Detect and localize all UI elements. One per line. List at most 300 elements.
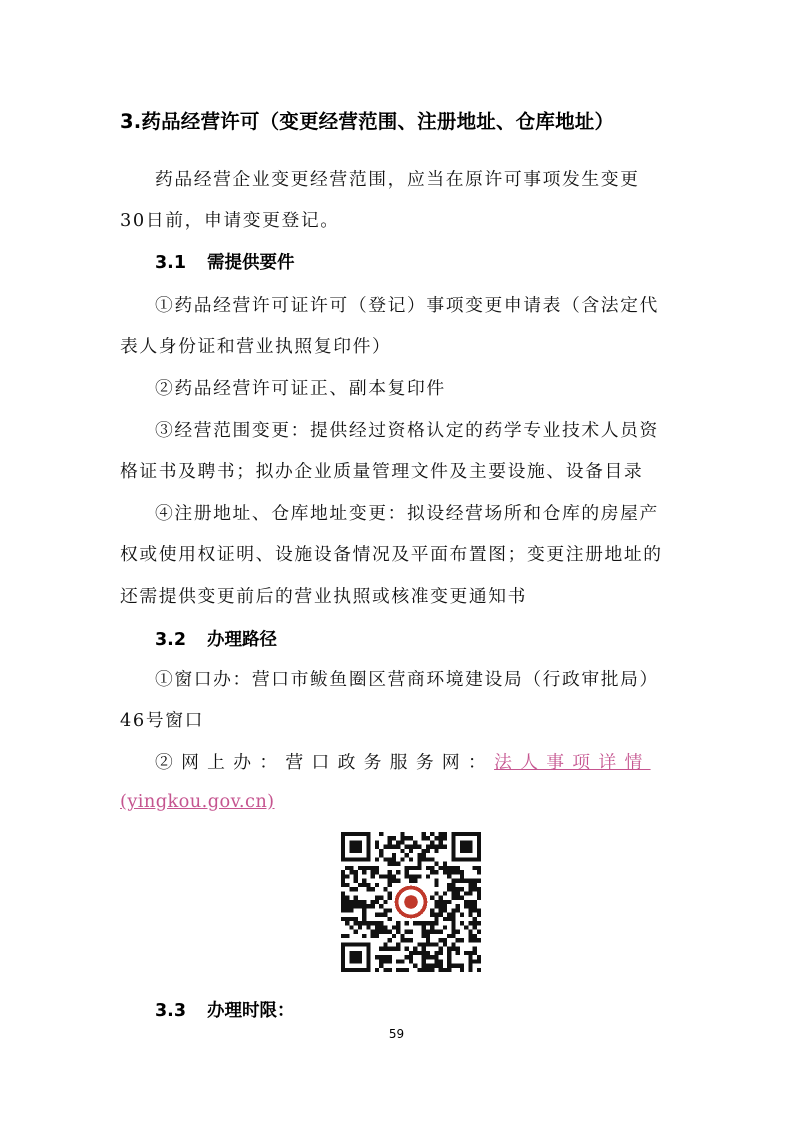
qr-module — [349, 908, 353, 912]
qr-module — [477, 955, 481, 959]
qr-module — [371, 866, 375, 870]
qr-module — [468, 887, 472, 891]
qr-module — [409, 959, 413, 963]
qr-module — [379, 904, 383, 908]
qr-module — [388, 930, 392, 934]
qr-module — [426, 964, 430, 968]
qr-module — [358, 900, 362, 904]
qr-module — [443, 836, 447, 840]
qr-module — [473, 879, 477, 883]
qr-module — [371, 934, 375, 938]
qr-module — [396, 925, 400, 929]
qr-module — [400, 857, 404, 861]
qr-module — [354, 887, 358, 891]
qr-module — [439, 904, 443, 908]
qr-module — [434, 964, 438, 968]
qr-module — [400, 836, 404, 840]
qr-module — [409, 955, 413, 959]
qr-module — [477, 891, 481, 895]
qr-module — [354, 904, 358, 908]
qr-module — [426, 836, 430, 840]
qr-module — [468, 900, 472, 904]
qr-module — [426, 938, 430, 942]
qr-module — [477, 870, 481, 874]
qr-module — [451, 891, 455, 895]
qr-module — [362, 866, 366, 870]
qr-module — [451, 921, 455, 925]
qr-module — [388, 947, 392, 951]
qr-module — [392, 879, 396, 883]
qr-module — [477, 896, 481, 900]
qr-module — [366, 921, 370, 925]
qr-module — [388, 968, 392, 972]
qr-module — [341, 900, 345, 904]
requirement-1-line-2: 表人身份证和营业执照复印件） — [120, 336, 392, 357]
qr-module — [451, 913, 455, 917]
online-path-prefix: ②网上办：营口政务服务网： — [155, 752, 495, 773]
qr-module — [443, 870, 447, 874]
qr-module — [456, 879, 460, 883]
qr-module — [434, 891, 438, 895]
qr-module — [375, 913, 379, 917]
qr-module — [434, 879, 438, 883]
qr-module — [345, 896, 349, 900]
qr-module — [443, 938, 447, 942]
qr-module — [400, 832, 404, 836]
requirement-2-line-1: ②药品经营许可证正、副本复印件 — [155, 378, 446, 399]
qr-module — [362, 870, 366, 874]
qr-module — [417, 853, 421, 857]
qr-module — [447, 959, 451, 963]
section-heading-3-1 — [155, 249, 295, 274]
qr-module — [456, 930, 460, 934]
qr-module — [422, 925, 426, 929]
qr-module — [388, 845, 392, 849]
qr-module — [409, 938, 413, 942]
qr-module — [468, 968, 472, 972]
qr-module — [473, 934, 477, 938]
qr-module — [354, 900, 358, 904]
qr-module — [451, 930, 455, 934]
qr-module — [400, 934, 404, 938]
qr-module — [477, 921, 481, 925]
intro-line-2: 30日前，申请变更登记。 — [120, 210, 340, 231]
qr-module — [473, 925, 477, 929]
qr-module — [379, 925, 383, 929]
qr-module — [371, 870, 375, 874]
qr-module — [439, 845, 443, 849]
qr-module — [388, 870, 392, 874]
qr-module — [400, 938, 404, 942]
qr-module — [413, 947, 417, 951]
qr-module — [468, 964, 472, 968]
qr-module — [430, 840, 434, 844]
qr-module — [409, 845, 413, 849]
qr-module — [396, 879, 400, 883]
qr-module — [375, 921, 379, 925]
qr-module — [366, 904, 370, 908]
qr-module — [379, 849, 383, 853]
qr-module — [430, 913, 434, 917]
qr-module — [392, 925, 396, 929]
qr-module — [447, 866, 451, 870]
qr-module — [422, 853, 426, 857]
qr-module — [443, 866, 447, 870]
section-number: 3.1 — [155, 253, 187, 273]
qr-module — [417, 857, 421, 861]
qr-module — [371, 930, 375, 934]
qr-module — [371, 921, 375, 925]
qr-module — [358, 883, 362, 887]
qr-logo-center — [404, 895, 418, 909]
qr-module — [388, 857, 392, 861]
qr-module — [417, 921, 421, 925]
qr-module — [396, 921, 400, 925]
qr-module — [417, 862, 421, 866]
qr-module — [434, 904, 438, 908]
qr-module — [477, 959, 481, 963]
qr-module — [430, 968, 434, 972]
qr-module — [422, 934, 426, 938]
qr-module — [451, 925, 455, 929]
qr-module — [477, 930, 481, 934]
section-label: 需提供要件 — [207, 253, 295, 273]
qr-module — [443, 917, 447, 921]
qr-module — [426, 866, 430, 870]
qr-module — [447, 917, 451, 921]
qr-module — [430, 955, 434, 959]
qr-module — [477, 913, 481, 917]
requirement-4-line-3: 还需提供变更前后的营业执照或核准变更通知书 — [120, 586, 528, 607]
qr-module — [443, 845, 447, 849]
qr-module — [396, 862, 400, 866]
qr-module — [405, 836, 409, 840]
qr-module — [379, 913, 383, 917]
qr-module — [358, 921, 362, 925]
qr-module — [468, 921, 472, 925]
qr-module — [430, 908, 434, 912]
qr-module — [434, 921, 438, 925]
qr-module — [434, 951, 438, 955]
qr-module — [468, 904, 472, 908]
qr-module — [451, 887, 455, 891]
qr-module — [345, 866, 349, 870]
qr-module — [371, 887, 375, 891]
qr-module — [439, 951, 443, 955]
qr-module — [362, 917, 366, 921]
qr-finder-inner — [460, 840, 473, 853]
qr-module — [456, 908, 460, 912]
requirement-4-line-2: 权或使用权证明、设施设备情况及平面布置图；变更注册地址的 — [120, 544, 663, 565]
qr-module — [439, 900, 443, 904]
qr-finder-inner — [349, 840, 362, 853]
qr-module — [379, 959, 383, 963]
qr-module — [468, 879, 472, 883]
qr-module — [468, 934, 472, 938]
qr-module — [422, 968, 426, 972]
qr-module — [473, 947, 477, 951]
qr-module — [417, 968, 421, 972]
qr-module — [388, 879, 392, 883]
qr-module — [468, 883, 472, 887]
qr-module — [451, 883, 455, 887]
qr-module — [439, 968, 443, 972]
qr-module — [430, 870, 434, 874]
qr-module — [443, 942, 447, 946]
qr-module — [477, 866, 481, 870]
qr-module — [362, 908, 366, 912]
qr-module — [468, 908, 472, 912]
qr-module — [439, 840, 443, 844]
qr-module — [439, 832, 443, 836]
qr-module — [447, 900, 451, 904]
qr-module — [354, 879, 358, 883]
qr-module — [349, 866, 353, 870]
qr-module — [375, 896, 379, 900]
qr-module — [413, 879, 417, 883]
qr-module — [430, 866, 434, 870]
qr-module — [468, 959, 472, 963]
qr-module — [434, 836, 438, 840]
qr-module — [417, 951, 421, 955]
qr-module — [430, 857, 434, 861]
qr-module — [477, 887, 481, 891]
qr-module — [443, 891, 447, 895]
qr-module — [464, 925, 468, 929]
qr-module — [366, 866, 370, 870]
qr-module — [439, 964, 443, 968]
qr-module — [383, 968, 387, 972]
qr-module — [375, 857, 379, 861]
qr-module — [422, 947, 426, 951]
qr-module — [443, 862, 447, 866]
qr-module — [409, 866, 413, 870]
qr-module — [383, 930, 387, 934]
qr-module — [439, 947, 443, 951]
qr-module — [477, 879, 481, 883]
requirement-3-line-2: 格证书及聘书；拟办企业质量管理文件及主要设施、设备目录 — [120, 461, 644, 482]
qr-module — [439, 896, 443, 900]
qr-module — [434, 845, 438, 849]
qr-module — [460, 921, 464, 925]
qr-module — [405, 874, 409, 878]
qr-module — [451, 934, 455, 938]
qr-module — [379, 853, 383, 857]
page-number: 59 — [388, 1027, 405, 1041]
qr-module — [439, 836, 443, 840]
qr-module — [349, 887, 353, 891]
qr-module — [383, 900, 387, 904]
qr-module — [362, 900, 366, 904]
qr-module — [460, 879, 464, 883]
qr-module — [430, 845, 434, 849]
qr-module — [349, 870, 353, 874]
qr-module — [464, 900, 468, 904]
qr-module — [426, 921, 430, 925]
qr-module — [443, 900, 447, 904]
qr-module — [341, 870, 345, 874]
qr-module — [392, 947, 396, 951]
qr-module — [468, 955, 472, 959]
qr-module — [439, 908, 443, 912]
qr-module — [434, 849, 438, 853]
qr-module — [460, 913, 464, 917]
online-path-line-1 — [155, 749, 651, 774]
qr-module — [366, 887, 370, 891]
qr-module — [460, 938, 464, 942]
qr-module — [379, 874, 383, 878]
qr-module — [456, 866, 460, 870]
qr-module — [451, 896, 455, 900]
qr-module — [392, 857, 396, 861]
qr-module — [447, 964, 451, 968]
qr-module — [341, 904, 345, 908]
qr-module — [473, 959, 477, 963]
qr-module — [375, 934, 379, 938]
qr-module — [383, 913, 387, 917]
qr-module — [456, 870, 460, 874]
qr-module — [426, 849, 430, 853]
qr-module — [345, 917, 349, 921]
section-label: 办理路径 — [207, 630, 277, 650]
qr-module — [451, 866, 455, 870]
qr-module — [388, 891, 392, 895]
qr-module — [430, 832, 434, 836]
qr-module — [422, 857, 426, 861]
qr-module — [383, 908, 387, 912]
qr-module — [451, 908, 455, 912]
qr-module — [422, 942, 426, 946]
qr-module — [426, 845, 430, 849]
qr-module — [362, 879, 366, 883]
qr-module — [439, 938, 443, 942]
qr-module — [375, 870, 379, 874]
qr-module — [451, 947, 455, 951]
qr-module — [383, 845, 387, 849]
page-title: 3.药品经营许可（变更经营范围、注册地址、仓库地址） — [120, 110, 615, 133]
qr-module — [405, 921, 409, 925]
qr-module — [456, 896, 460, 900]
qr-module — [379, 921, 383, 925]
qr-module — [447, 951, 451, 955]
qr-module — [409, 857, 413, 861]
qr-module — [383, 857, 387, 861]
qr-module — [358, 904, 362, 908]
qr-module — [409, 849, 413, 853]
qr-module — [375, 866, 379, 870]
qr-module — [354, 874, 358, 878]
requirement-4-line-1: ④注册地址、仓库地址变更：拟设经营场所和仓库的房屋产 — [155, 503, 659, 524]
qr-module — [434, 862, 438, 866]
qr-module — [392, 862, 396, 866]
qr-module — [400, 959, 404, 963]
qr-module — [383, 874, 387, 878]
qr-module — [392, 874, 396, 878]
qr-module — [375, 845, 379, 849]
online-link-part-2[interactable]: (yingkou.gov.cn) — [120, 791, 275, 812]
qr-finder-inner — [349, 951, 362, 964]
qr-module — [460, 968, 464, 972]
qr-module — [354, 870, 358, 874]
qr-module — [447, 955, 451, 959]
qr-module — [447, 934, 451, 938]
qr-module — [396, 845, 400, 849]
qr-module — [434, 942, 438, 946]
qr-module — [405, 866, 409, 870]
qr-module — [473, 917, 477, 921]
qr-module — [439, 959, 443, 963]
qr-module — [439, 866, 443, 870]
qr-module — [434, 913, 438, 917]
qr-module — [473, 866, 477, 870]
online-link-part-1[interactable]: 法人事项详情 — [494, 752, 651, 773]
qr-module — [362, 904, 366, 908]
qr-module — [460, 874, 464, 878]
qr-module — [396, 840, 400, 844]
qr-module — [341, 908, 345, 912]
qr-module — [371, 900, 375, 904]
qr-module — [388, 938, 392, 942]
qr-module — [341, 896, 345, 900]
qr-module — [426, 968, 430, 972]
qr-module — [413, 845, 417, 849]
qr-module — [460, 870, 464, 874]
qr-module — [388, 955, 392, 959]
online-path-line-2 — [120, 791, 275, 812]
qr-module — [456, 951, 460, 955]
qr-module — [426, 874, 430, 878]
qr-module — [426, 955, 430, 959]
qr-module — [473, 887, 477, 891]
qr-module — [341, 934, 345, 938]
section-number: 3.3 — [155, 1001, 187, 1021]
qr-module — [388, 896, 392, 900]
qr-module — [392, 934, 396, 938]
qr-module — [375, 925, 379, 929]
qr-module — [358, 866, 362, 870]
qr-module — [362, 913, 366, 917]
qr-module — [396, 968, 400, 972]
qr-module — [439, 913, 443, 917]
qr-module — [473, 904, 477, 908]
qr-module — [413, 921, 417, 925]
qr-module — [409, 930, 413, 934]
qr-module — [396, 942, 400, 946]
qr-module — [400, 840, 404, 844]
qr-module — [396, 870, 400, 874]
qr-module — [388, 917, 392, 921]
qr-module — [460, 964, 464, 968]
qr-module — [456, 887, 460, 891]
qr-module — [460, 896, 464, 900]
qr-module — [362, 921, 366, 925]
qr-module — [439, 930, 443, 934]
section-heading-3-3 — [155, 997, 295, 1022]
qr-module — [379, 955, 383, 959]
qr-module — [434, 917, 438, 921]
qr-module — [443, 832, 447, 836]
qr-module — [375, 900, 379, 904]
qr-module — [396, 947, 400, 951]
qr-module — [388, 959, 392, 963]
qr-module — [409, 874, 413, 878]
qr-module — [341, 891, 345, 895]
qr-module — [388, 862, 392, 866]
qr-module — [473, 908, 477, 912]
qr-module — [447, 870, 451, 874]
qr-module — [375, 930, 379, 934]
qr-module — [375, 883, 379, 887]
